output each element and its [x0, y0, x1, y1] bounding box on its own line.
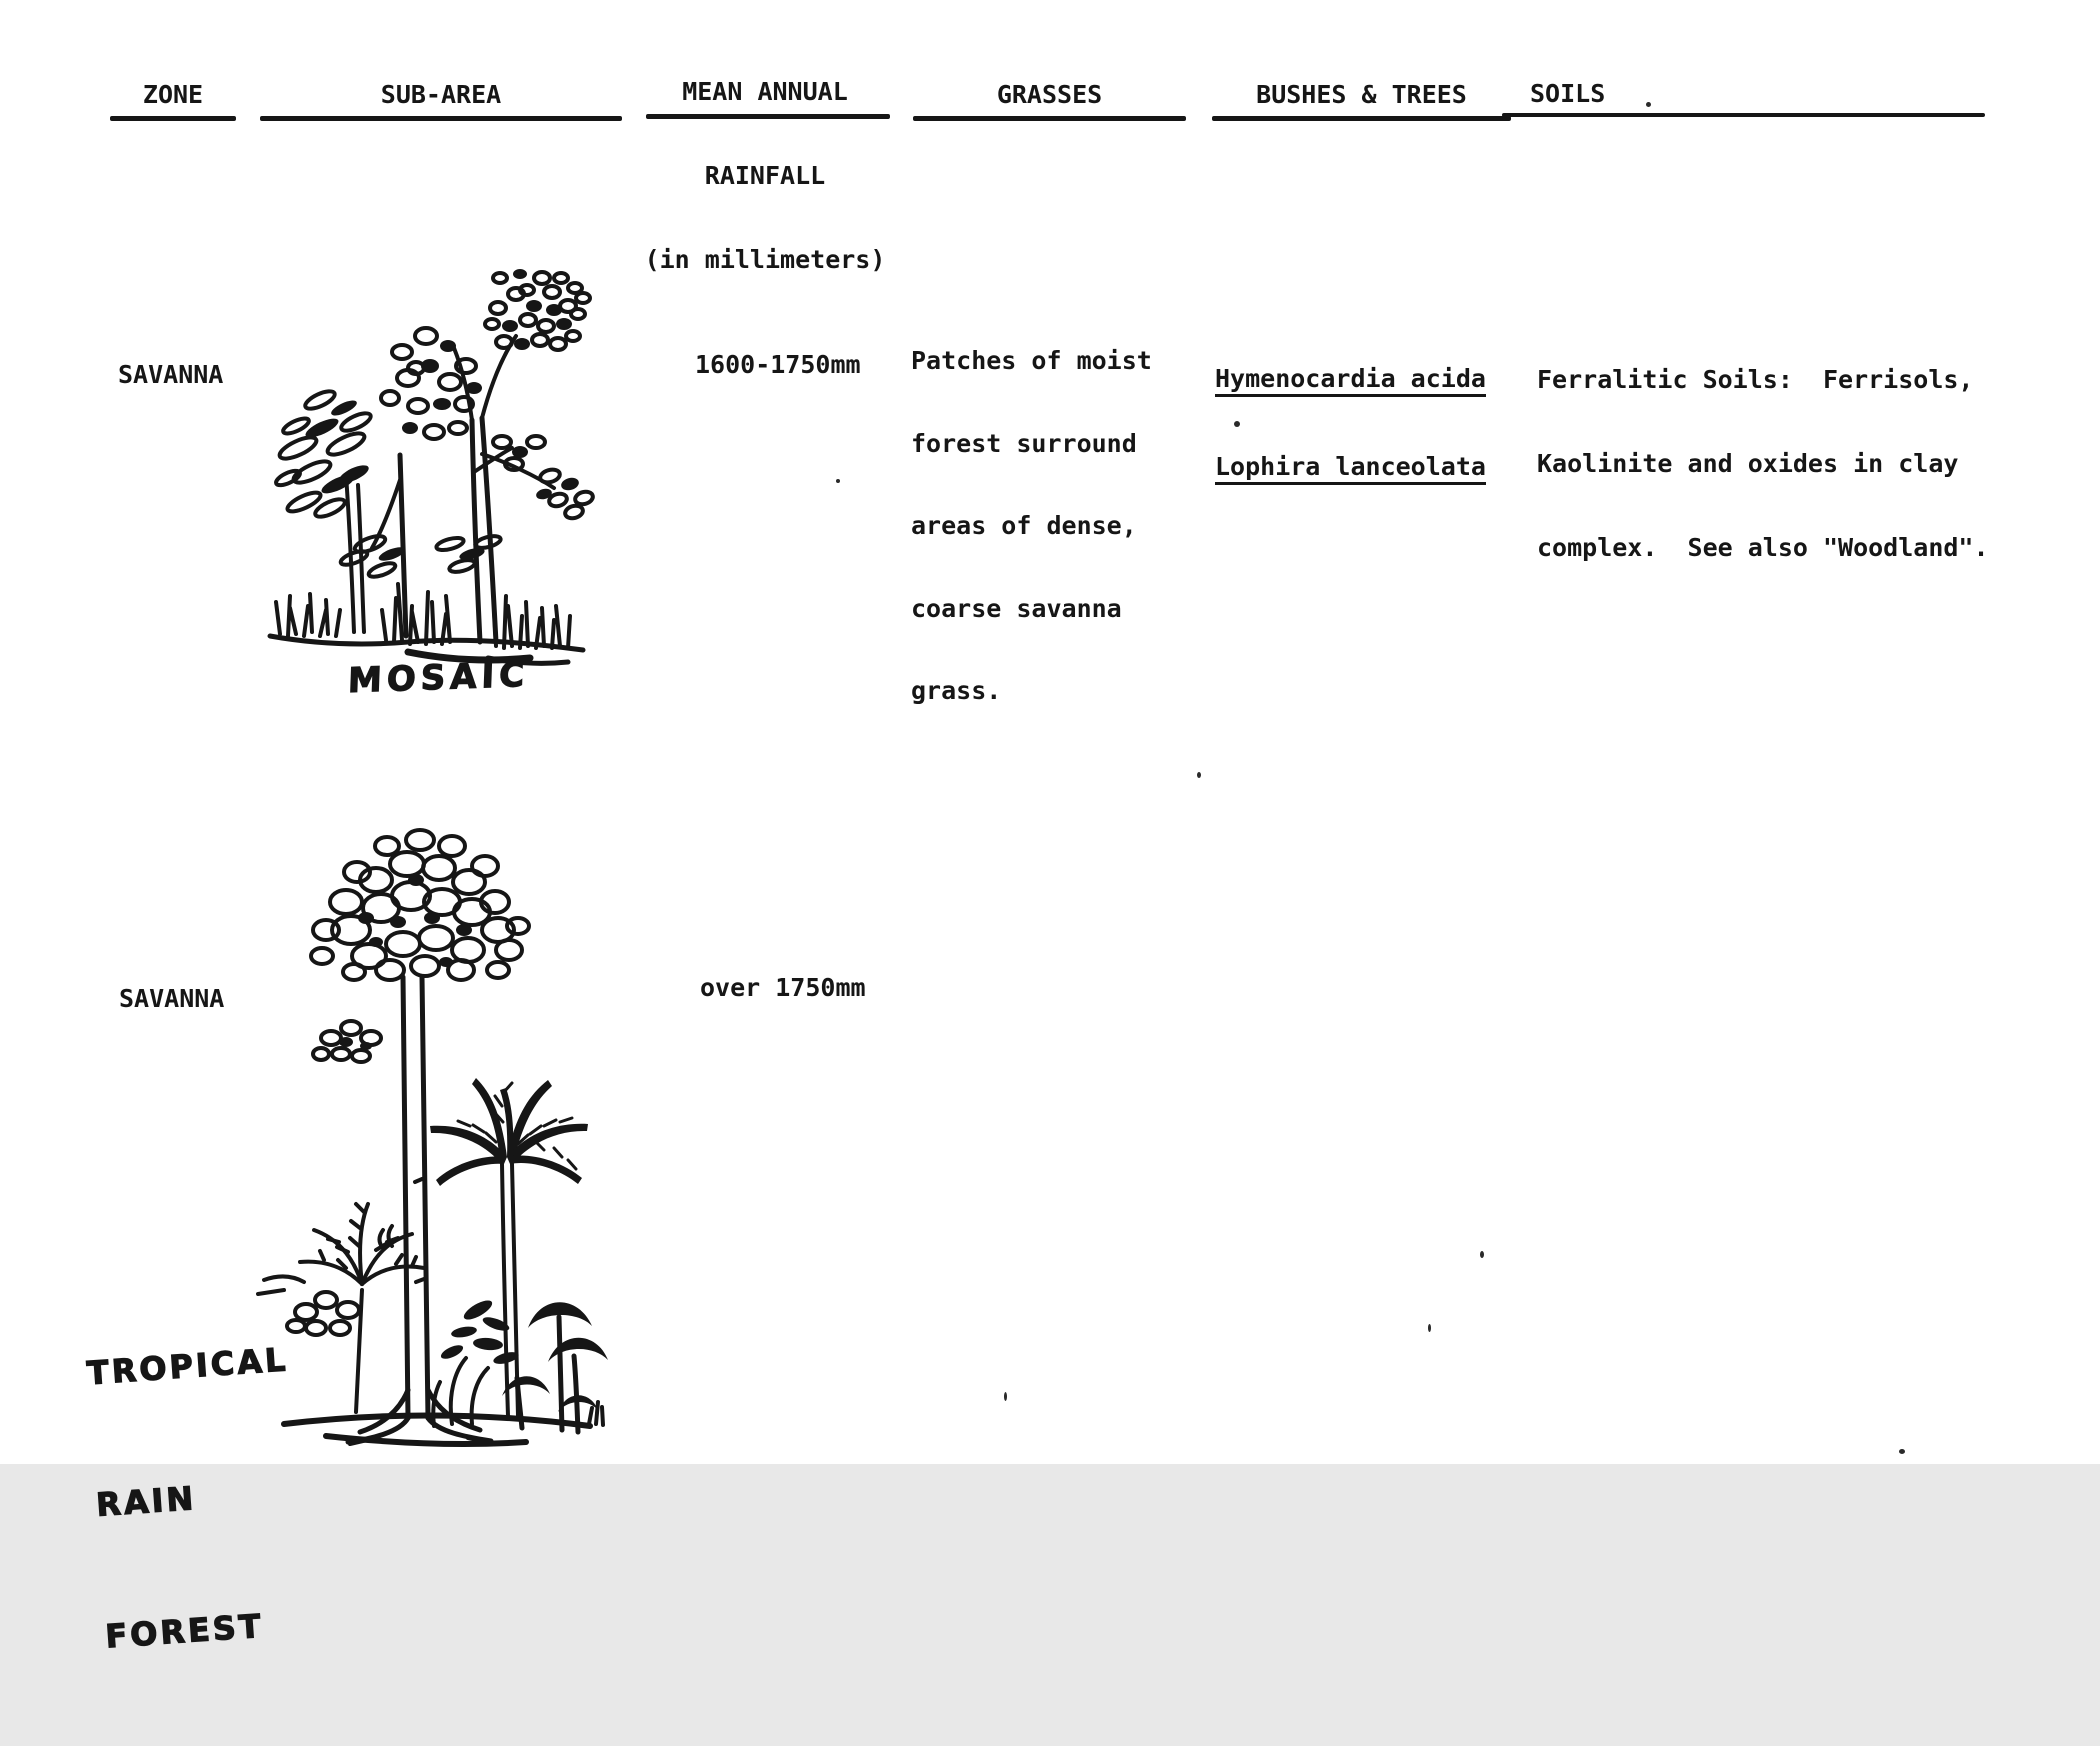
scan-speck	[1480, 1251, 1484, 1258]
rainfall-header-line2: RAINFALL	[704, 161, 826, 190]
row1-rainfall-value: 1600-1750mm	[695, 350, 861, 379]
row1-grasses-text	[911, 292, 1152, 760]
scan-speck	[1234, 421, 1240, 427]
soils-text-line: Kaolinite and oxides in clay	[1537, 449, 1959, 478]
bushes-trees-header-underline	[1212, 116, 1511, 121]
tropical-rain-forest-illustration	[256, 812, 614, 1454]
row1-sub-area-handwritten-label: MOSAIC	[347, 654, 530, 702]
zone-header-underline	[110, 116, 236, 121]
soils-header-underline	[1502, 113, 1985, 117]
scan-speck	[836, 479, 840, 483]
scan-speck	[1197, 772, 1201, 778]
rainfall-header-line3: (in millimeters)	[644, 245, 886, 274]
soils-text-line: complex. See also "Woodland".	[1537, 533, 1989, 562]
column-header-grasses: GRASSES	[996, 80, 1103, 109]
handwritten-label-line: RAIN	[94, 1479, 198, 1524]
grasses-text-line: forest surround	[911, 428, 1137, 458]
scan-speck	[1428, 1324, 1431, 1332]
soils-text-line: Ferralitic Soils: Ferrisols,	[1537, 365, 1974, 394]
column-header-sub-area: SUB-AREA	[380, 80, 502, 109]
grasses-text-line: Patches of moist	[911, 346, 1152, 375]
scan-speck	[1899, 1449, 1905, 1454]
row2-sub-area-handwritten-label	[79, 1250, 314, 1746]
column-header-soils: SOILS	[1530, 79, 1606, 108]
row2-zone-label: SAVANNA	[119, 984, 225, 1013]
row2-rainfall-value: over 1750mm	[700, 973, 866, 1002]
scan-speck	[1646, 102, 1651, 107]
rainfall-header-underline	[646, 114, 890, 119]
species-name: Lophira lanceolata	[1215, 454, 1486, 485]
row1-soils-text	[1537, 310, 1989, 618]
column-header-bushes-trees: BUSHES & TREES	[1256, 80, 1467, 109]
grasses-header-underline	[913, 116, 1186, 121]
sub-area-header-underline	[260, 116, 622, 121]
row1-zone-label: SAVANNA	[118, 360, 224, 389]
row1-bushes-trees-text	[1215, 314, 1486, 542]
handwritten-label-line: FOREST	[104, 1606, 265, 1656]
column-header-rainfall	[640, 22, 890, 330]
column-header-zone: ZONE	[142, 80, 204, 109]
grasses-text-line: areas of dense,	[911, 511, 1137, 540]
scan-speck	[1004, 1392, 1007, 1401]
savanna-mosaic-trees-illustration	[258, 250, 593, 675]
handwritten-label-line: TROPICAL	[85, 1340, 290, 1393]
species-name: Hymenocardia acida	[1215, 366, 1486, 397]
rainfall-header-line1: MEAN ANNUAL	[682, 77, 848, 106]
grasses-text-line: grass.	[911, 676, 1002, 705]
grasses-text-line: coarse savanna	[911, 593, 1122, 623]
